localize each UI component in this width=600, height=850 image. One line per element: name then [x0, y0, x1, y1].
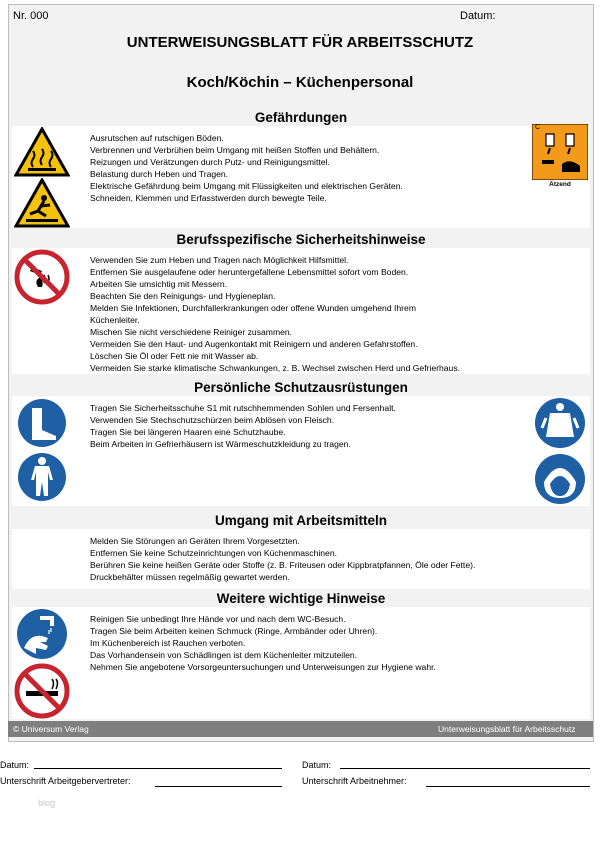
hot-surface-warning-icon: [14, 127, 70, 177]
wash-hands-mandatory-icon: [14, 608, 70, 660]
no-water-extinguish-prohibition-icon: [14, 249, 70, 305]
footer-document-type: Unterweisungsblatt für Arbeitsschutz: [438, 724, 576, 734]
list-item: Tragen Sie bei längeren Haaren eine Schutzhaube.: [90, 427, 286, 437]
list-item: Nehmen Sie angebotene Vorsorgeuntersuchungen und Unterweisungen zur Hygiene wahr.: [90, 662, 436, 672]
section-heading-safety-instructions: Berufsspezifische Sicherheitshinweise: [12, 232, 590, 248]
date-label-right: Datum:: [302, 760, 332, 770]
list-item: Mischen Sie nicht verschiedene Reiniger zusammen.: [90, 327, 293, 337]
work-equipment-list: [90, 535, 475, 583]
ppe-list: [90, 402, 396, 450]
list-item: Beim Arbeiten in Gefrierhäusern ist Wärmeschutzkleidung zu tragen.: [90, 439, 351, 449]
section-body-work-equipment: [12, 529, 590, 589]
list-item: Ausrutschen auf rutschigen Böden.: [90, 133, 224, 143]
list-item: Verwenden Sie zum Heben und Tragen nach Möglichkeit Hilfsmittel.: [90, 255, 349, 265]
hazard-code-label: C: [535, 124, 541, 131]
list-item: Beachten Sie den Reinigungs- und Hygieneplan.: [90, 291, 276, 301]
hazards-list: [90, 132, 403, 204]
safety-instructions-list: [90, 254, 460, 374]
employee-signature-line[interactable]: [426, 786, 590, 787]
list-item: Verwenden Sie Stechschutzschürzen beim Ablösen von Fleisch.: [90, 415, 335, 425]
page-subtitle: Koch/Köchin – Küchenpersonal: [186, 74, 414, 91]
list-item: Verbrennen und Verbrühen beim Umgang mit heißen Stoffen und Behältern.: [90, 145, 380, 155]
employer-signature-line[interactable]: [155, 786, 282, 787]
no-smoking-prohibition-icon: [14, 663, 70, 719]
safety-boots-mandatory-icon: [14, 398, 70, 448]
page-title: UNTERWEISUNGSBLATT FÜR ARBEITSSCHUTZ: [126, 34, 474, 51]
section-heading-ppe: Persönliche Schutzausrüstungen: [12, 380, 590, 396]
list-item: Tragen Sie beim Arbeiten keinen Schmuck (Ringe, Armbänder oder Uhren).: [90, 626, 378, 636]
protective-apron-mandatory-icon: [532, 396, 588, 450]
list-item: Schneiden, Klemmen und Erfasstwerden durch bewegte Teile.: [90, 193, 327, 203]
date-label-left: Datum:: [0, 760, 30, 770]
hazard-label: Ätzend: [549, 181, 571, 188]
corrosive-icon: [532, 124, 588, 180]
section-heading-further-notes: Weitere wichtige Hinweise: [12, 591, 590, 607]
list-item: Vermeiden Sie den Haut- und Augenkontakt mit Reinigern und anderen Gefahrstoffen.: [90, 339, 418, 349]
date-line-left[interactable]: [34, 768, 282, 769]
section-body-safety-instructions: [12, 248, 590, 374]
section-body-hazards: [12, 126, 590, 228]
list-item: Küchenleiter.: [90, 315, 140, 325]
employee-signature-label: Unterschrift Arbeitnehmer:: [302, 776, 407, 786]
further-notes-list: [90, 613, 436, 673]
list-item: Melden Sie Störungen an Geräten Ihrem Vorgesetzten.: [90, 536, 300, 546]
list-item: Arbeiten Sie umsichtig mit Messern.: [90, 279, 228, 289]
list-item: Löschen Sie Öl oder Fett nie mit Wasser ab.: [90, 351, 259, 361]
list-item: Reizungen und Verätzungen durch Putz- und Reinigungsmittel.: [90, 157, 330, 167]
employer-signature-label: Unterschrift Arbeitgebervertreter:: [0, 776, 131, 786]
date-line-right[interactable]: [340, 768, 590, 769]
list-item: Entfernen Sie keine Schutzeinrichtungen von Küchenmaschinen.: [90, 548, 337, 558]
section-body-further-notes: [12, 607, 590, 719]
list-item: Reinigen Sie unbedingt Ihre Hände vor und nach dem WC-Besuch.: [90, 614, 346, 624]
list-item: Vermeiden Sie starke klimatische Schwankungen, z. B. Wechsel zwischen Herd und Gefrierhaus.: [90, 363, 461, 373]
footer-publisher: © Universum Verlag: [13, 724, 89, 734]
list-item: Das Vorhandensein von Schädlingen ist dem Küchenleiter mitzuteilen.: [90, 650, 358, 660]
watermark-text: blog: [38, 798, 56, 808]
list-item: Druckbehälter müssen regelmäßig gewartet werden.: [90, 572, 290, 582]
document-number: Nr. 000: [13, 10, 49, 22]
list-item: Entfernen Sie ausgelaufene oder heruntergefallene Lebensmittel sofort vom Boden.: [90, 267, 409, 277]
protective-clothing-mandatory-icon: [14, 452, 70, 502]
section-heading-hazards: Gefährdungen: [12, 110, 590, 126]
list-item: Berühren Sie keine heißen Geräte oder Stoffe (z. B. Friteusen oder Kippbratpfannen, Öle oder Fette).: [90, 560, 476, 570]
list-item: Elektrische Gefährdung beim Umgang mit Flüssigkeiten und elektrischen Geräten.: [90, 181, 403, 191]
section-heading-work-equipment: Umgang mit Arbeitsmitteln: [12, 513, 590, 529]
list-item: Tragen Sie Sicherheitsschuhe S1 mit rutschhemmenden Sohlen und Fersenhalt.: [90, 403, 396, 413]
list-item: Melden Sie Infektionen, Durchfallerkrankungen oder offene Wunden umgehend Ihrem: [90, 303, 416, 313]
hair-net-mandatory-icon: [532, 452, 588, 506]
list-item: Im Küchenbereich ist Rauchen verboten.: [90, 638, 246, 648]
section-body-ppe: [12, 396, 590, 506]
list-item: Belastung durch Heben und Tragen.: [90, 169, 229, 179]
date-label-top: Datum:: [460, 10, 496, 22]
slippery-floor-warning-icon: [14, 178, 70, 228]
corrosive-hazard-symbol: [532, 124, 588, 194]
